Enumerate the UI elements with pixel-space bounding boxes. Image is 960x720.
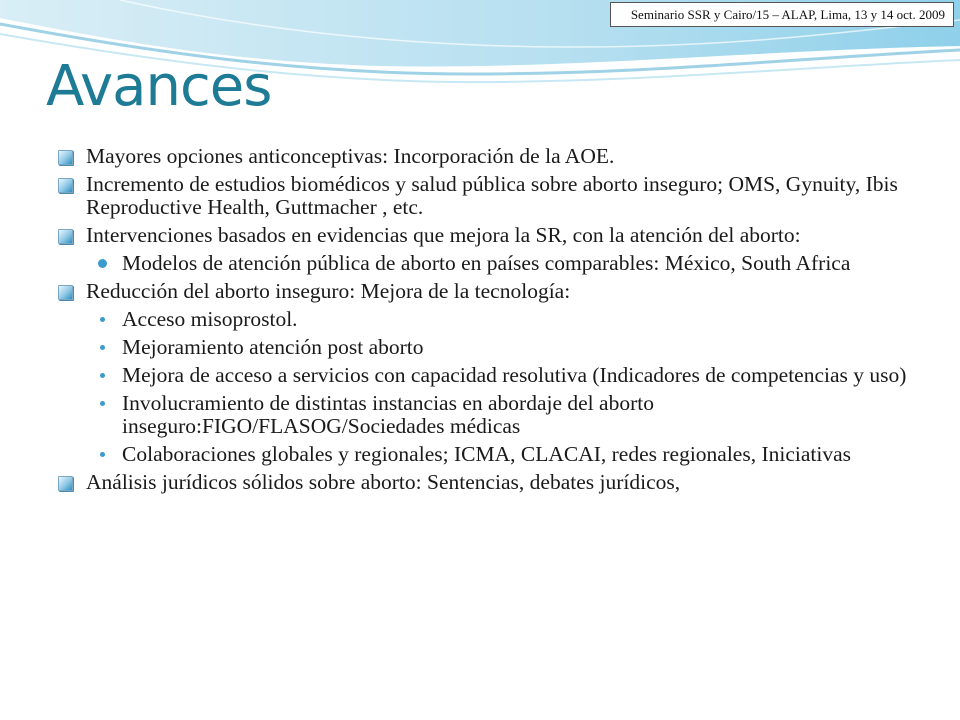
- bullet-text: Intervenciones basados en evidencias que mejora la SR, con la atención del aborto:: [86, 223, 801, 247]
- bullet-text: Mejoramiento atención post aborto: [122, 335, 424, 359]
- bullet-item: [56, 336, 916, 359]
- square-bullet-icon: [58, 285, 73, 300]
- event-header: Seminario SSR y Cairo/15 – ALAP, Lima, 13 y 14 oct. 2009: [610, 2, 954, 27]
- square-bullet-icon: [58, 150, 73, 165]
- square-bullet-icon: [58, 178, 73, 193]
- dot-bullet-icon: [100, 452, 105, 457]
- dot-bullet-icon: [100, 373, 105, 378]
- bullet-text: Incremento de estudios biomédicos y salud pública sobre aborto inseguro; OMS, Gynuity, Ibis Reproductive Health, Guttmacher , etc.: [86, 172, 898, 219]
- bullet-text: Acceso misoprostol.: [122, 307, 298, 331]
- bullet-text: Mejora de acceso a servicios con capacidad resolutiva (Indicadores de competencias y uso): [122, 363, 907, 387]
- dot-bullet-icon: [100, 345, 105, 350]
- dot-bullet-icon: [100, 401, 105, 406]
- bullet-item: [56, 252, 916, 275]
- disc-bullet-icon: [98, 259, 107, 268]
- bullet-item: [56, 443, 916, 466]
- bullet-item: [56, 364, 916, 387]
- square-bullet-icon: [58, 476, 73, 491]
- bullet-item: [56, 392, 916, 438]
- square-bullet-icon: [58, 229, 73, 244]
- bullet-item: [56, 308, 916, 331]
- dot-bullet-icon: [100, 317, 105, 322]
- bullet-item: [56, 145, 916, 168]
- bullet-text: Reducción del aborto inseguro: Mejora de la tecnología:: [86, 279, 571, 303]
- slide-body: [56, 145, 916, 494]
- bullet-text: Modelos de atención pública de aborto en países comparables: México, South Africa: [122, 251, 851, 275]
- bullet-text: Colaboraciones globales y regionales; ICMA, CLACAI, redes regionales, Iniciativas: [122, 442, 852, 466]
- bullet-text: Mayores opciones anticonceptivas: Incorporación de la AOE.: [86, 144, 615, 168]
- bullet-item: [56, 280, 916, 303]
- bullet-item: [56, 471, 916, 494]
- bullet-text: Análisis jurídicos sólidos sobre aborto: Sentencias, debates jurídicos,: [86, 470, 681, 494]
- bullet-item: [56, 173, 916, 219]
- bullet-item: [56, 224, 916, 247]
- bullet-text: Involucramiento de distintas instancias en abordaje del aborto inseguro:FIGO/FLASOG/Sociedades médicas: [122, 391, 654, 438]
- slide-title: Avances: [46, 54, 272, 119]
